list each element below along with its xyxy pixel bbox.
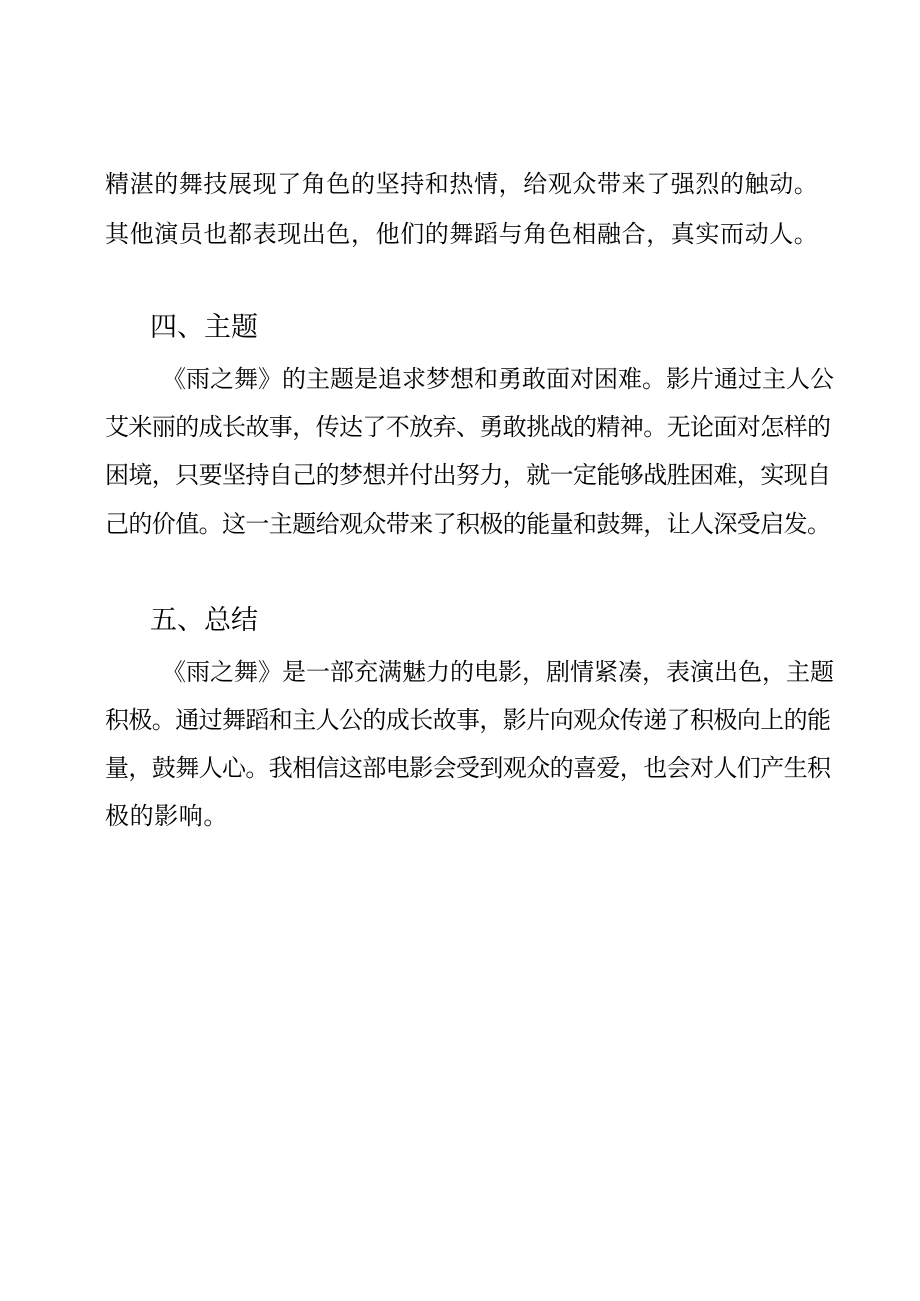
paragraph-line: 《雨之舞》的主题是追求梦想和勇敢面对困难。影片通过主人公 [162, 365, 834, 393]
paragraph-line: 量，鼓舞人心。我相信这部电影会受到观众的喜爱，也会对人们产生积 [105, 754, 831, 782]
paragraph-line: 其他演员也都表现出色，他们的舞蹈与角色相融合，真实而动人。 [105, 220, 819, 248]
paragraph-line: 积极。通过舞蹈和主人公的成长故事，影片向观众传递了积极向上的能 [105, 706, 831, 734]
paragraph-line: 艾米丽的成长故事，传达了不放弃、勇敢挑战的精神。无论面对怎样的 [105, 413, 831, 441]
paragraph-line: 极的影响。 [105, 802, 228, 830]
section-heading-theme: 四、主题 [150, 312, 258, 343]
paragraph-line: 困境，只要坚持自己的梦想并付出努力，就一定能够战胜困难，实现自 [105, 461, 831, 489]
section-heading-summary: 五、总结 [150, 605, 258, 636]
paragraph-line: 己的价值。这一主题给观众带来了积极的能量和鼓舞，让人深受启发。 [105, 510, 831, 538]
paragraph-line: 《雨之舞》是一部充满魅力的电影，剧情紧凑，表演出色，主题 [162, 658, 834, 686]
paragraph-line: 精湛的舞技展现了角色的坚持和热情，给观众带来了强烈的触动。 [105, 170, 819, 198]
